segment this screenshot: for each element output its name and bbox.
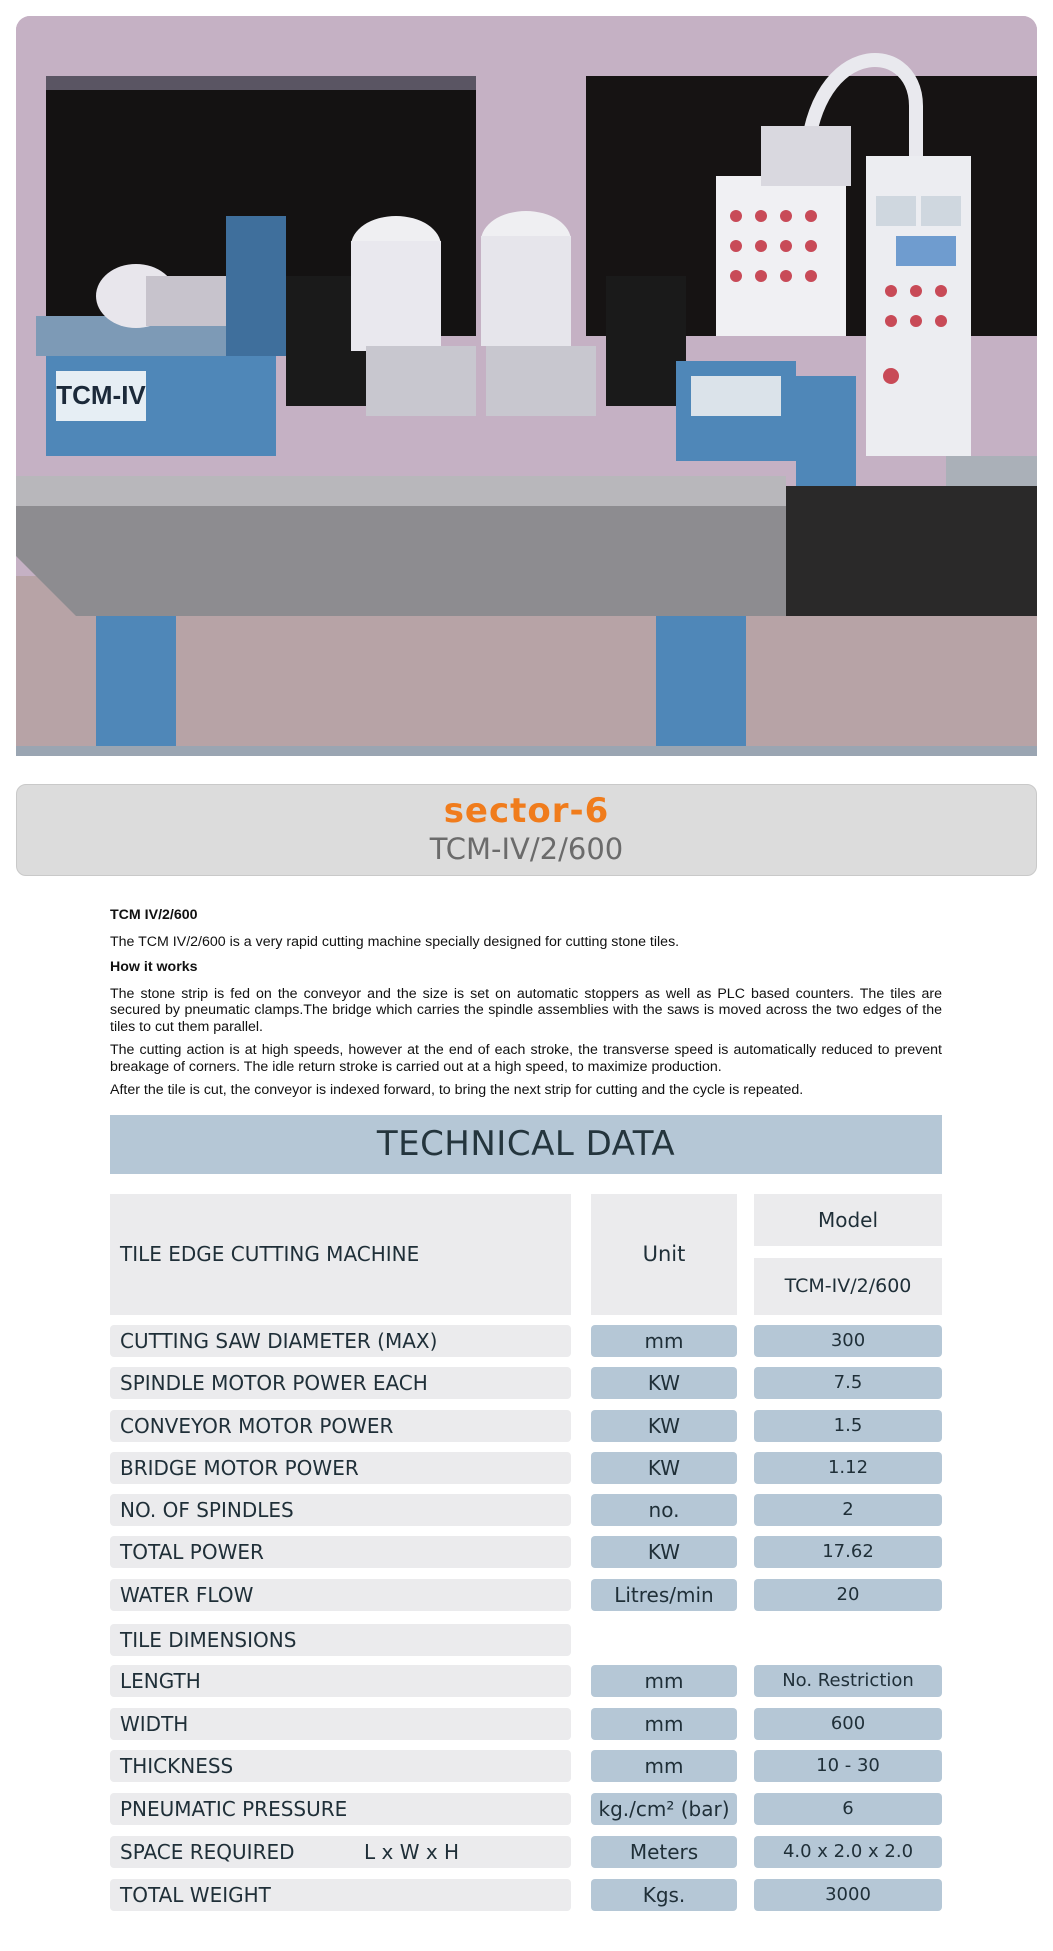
spec-unit: no. xyxy=(591,1494,737,1526)
description-intro: The TCM IV/2/600 is a very rapid cutting machine specially designed for cutting stone tiles. xyxy=(110,933,680,950)
spec-label: WATER FLOW xyxy=(110,1579,571,1611)
spec-label: TOTAL POWER xyxy=(110,1536,571,1568)
model-header: Model xyxy=(754,1194,942,1246)
spec-label: SPINDLE MOTOR POWER EACH xyxy=(110,1367,571,1399)
spec-value: 17.62 xyxy=(754,1536,942,1568)
spec-unit: mm xyxy=(591,1665,737,1697)
spec-label: NO. OF SPINDLES xyxy=(110,1494,571,1526)
spec-value: 2 xyxy=(754,1494,942,1526)
description-paragraph: After the tile is cut, the conveyor is indexed forward, to bring the next strip for cutting and the cycle is repeated. xyxy=(110,1082,804,1098)
spec-unit: mm xyxy=(591,1325,737,1357)
spec-value: 4.0 x 2.0 x 2.0 xyxy=(754,1836,942,1868)
spec-unit: mm xyxy=(591,1708,737,1740)
spec-label: LENGTH xyxy=(110,1665,571,1697)
spec-unit: Litres/min xyxy=(591,1579,737,1611)
spec-unit: KW xyxy=(591,1536,737,1568)
machine-description xyxy=(110,907,942,1099)
spec-unit: Kgs. xyxy=(591,1879,737,1911)
spec-label: THICKNESS xyxy=(110,1750,571,1782)
description-paragraph: The stone strip is fed on the conveyor and the size is set on automatic stoppers as well as PLC based counters. The tiles are secured by pneumatic clamps.The bridge which carries the spindle assemblies with the saws is moved across the two edges of the tiles to cut them parallel. xyxy=(110,985,942,1035)
banner-model-name: TCM-IV/2/600 xyxy=(429,832,624,866)
technical-data-header: TECHNICAL DATA xyxy=(110,1115,942,1174)
spec-unit: Meters xyxy=(591,1836,737,1868)
machine-plate-text: TCM-IV xyxy=(56,380,146,410)
spec-label-text: SPACE REQUIRED xyxy=(120,1840,295,1864)
unit-header: Unit xyxy=(591,1194,737,1315)
spec-label: PNEUMATIC PRESSURE xyxy=(110,1793,571,1825)
machine-illustration xyxy=(16,16,1037,756)
spec-value: 1.12 xyxy=(754,1452,942,1484)
description-title: TCM IV/2/600 xyxy=(110,907,198,923)
spec-unit: mm xyxy=(591,1750,737,1782)
machine-type-label: TILE EDGE CUTTING MACHINE xyxy=(110,1194,571,1315)
spec-value: No. Restriction xyxy=(754,1665,942,1697)
model-banner xyxy=(16,784,1037,876)
spec-value: 3000 xyxy=(754,1879,942,1911)
spec-label: BRIDGE MOTOR POWER xyxy=(110,1452,571,1484)
spec-unit: kg./cm² (bar) xyxy=(591,1793,737,1825)
spec-value: 600 xyxy=(754,1708,942,1740)
spec-value: 10 - 30 xyxy=(754,1750,942,1782)
spec-label: CONVEYOR MOTOR POWER xyxy=(110,1410,571,1442)
how-it-works-heading: How it works xyxy=(110,959,198,975)
spec-label: CUTTING SAW DIAMETER (MAX) xyxy=(110,1325,571,1357)
spec-unit: KW xyxy=(591,1452,737,1484)
description-paragraph: The cutting action is at high speeds, however at the end of each stroke, the transverse speed is automatically reduced to prevent breakage of corners. The idle return stroke is carried out at a high speed, to maximize production. xyxy=(110,1042,942,1075)
spec-unit: KW xyxy=(591,1410,737,1442)
machine-photo xyxy=(16,16,1037,756)
spec-value: 300 xyxy=(754,1325,942,1357)
spec-section-label: TILE DIMENSIONS xyxy=(110,1624,571,1656)
spec-value: 7.5 xyxy=(754,1367,942,1399)
model-value: TCM-IV/2/600 xyxy=(754,1258,942,1315)
spec-value: 1.5 xyxy=(754,1410,942,1442)
spec-value: 20 xyxy=(754,1579,942,1611)
brand-logo: sector-6 xyxy=(443,791,610,831)
spec-unit: KW xyxy=(591,1367,737,1399)
spec-label: TOTAL WEIGHT xyxy=(110,1879,571,1911)
spec-value: 6 xyxy=(754,1793,942,1825)
spec-label xyxy=(110,1836,571,1868)
space-dimensions-label: L x W x H xyxy=(364,1840,460,1864)
spec-label: WIDTH xyxy=(110,1708,571,1740)
